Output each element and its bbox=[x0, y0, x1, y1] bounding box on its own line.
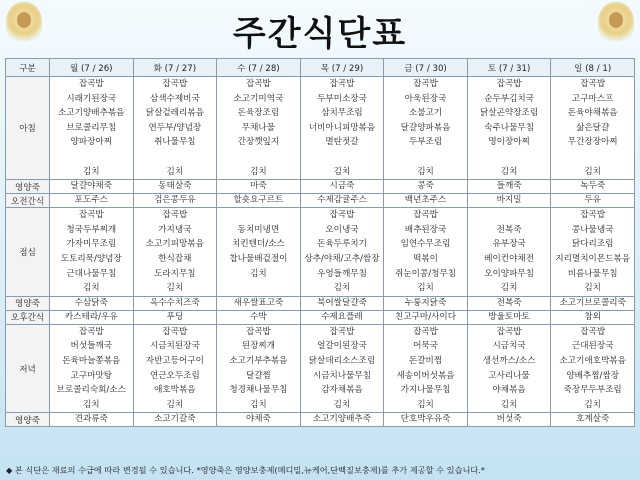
menu-item: 어묵국 bbox=[413, 341, 438, 352]
menu-item bbox=[51, 150, 132, 165]
menu-item: 시금죽 bbox=[329, 181, 355, 192]
menu-item: 김치 bbox=[82, 399, 100, 410]
menu-item: 백년초주스 bbox=[404, 195, 447, 206]
menu-item: 소고기양배추볶음 bbox=[58, 108, 125, 119]
menu-cell bbox=[467, 77, 551, 180]
menu-item bbox=[218, 281, 299, 296]
menu-item: 단호박우유죽 bbox=[400, 414, 451, 425]
menu-item: 소고기양배추죽 bbox=[312, 414, 372, 425]
weekly-menu-table bbox=[5, 58, 635, 427]
menu-item: 달걀찜 bbox=[245, 370, 271, 381]
menu-item: 도라지무침 bbox=[154, 268, 196, 279]
menu-item: 바지밀 bbox=[496, 195, 522, 206]
menu-item: 브로콜리무침 bbox=[66, 122, 117, 133]
meal-label: 영양죽 bbox=[6, 413, 50, 427]
menu-item: 너비아니피망볶음 bbox=[308, 122, 376, 133]
menu-item: 무채나물 bbox=[241, 122, 276, 133]
menu-row bbox=[6, 310, 635, 324]
menu-item: 배추된장국 bbox=[404, 224, 447, 235]
menu-item: 친고구마/사이다 bbox=[395, 311, 457, 322]
menu-item: 취나물무침 bbox=[154, 137, 196, 148]
menu-item: 아욱된장국 bbox=[404, 93, 447, 104]
menu-item: 참외 bbox=[584, 311, 601, 322]
menu-item: 명이장아찌 bbox=[488, 137, 530, 148]
menu-cell bbox=[300, 194, 384, 208]
menu-item: 베이컨야채전 bbox=[484, 253, 534, 264]
menu-item: 김치 bbox=[333, 283, 351, 294]
menu-item: 잡곡밥 bbox=[78, 326, 104, 337]
menu-item: 간장깻잎지 bbox=[237, 137, 280, 148]
menu-cell bbox=[384, 180, 468, 194]
menu-item: 고구마맛탕 bbox=[70, 370, 113, 381]
menu-item: 호계살죽 bbox=[576, 414, 610, 425]
menu-item: 지리멸치이몬드볶음 bbox=[555, 253, 631, 264]
menu-item: 김치 bbox=[82, 166, 100, 177]
menu-item: 콩나물냉국 bbox=[571, 224, 614, 235]
menu-item: 연두부/양념장 bbox=[148, 122, 202, 133]
menu-item: 잡곡밥 bbox=[496, 79, 522, 89]
menu-item: 도토리묵/양념장 bbox=[60, 253, 122, 264]
day-header: 토 (7 / 31) bbox=[467, 59, 551, 77]
menu-row bbox=[6, 324, 635, 413]
menu-item: 수제감귤주스 bbox=[317, 195, 367, 206]
menu-item: 잡곡밥 bbox=[413, 79, 438, 89]
menu-item: 시금치된장국 bbox=[149, 341, 200, 352]
menu-item: 버섯들깨국 bbox=[70, 341, 113, 352]
menu-item: 잡곡밥 bbox=[329, 210, 355, 221]
menu-item: 된장찌개 bbox=[241, 341, 276, 352]
menu-cell bbox=[133, 208, 217, 297]
menu-cell bbox=[467, 310, 551, 324]
menu-item: 잡곡밥 bbox=[78, 210, 104, 221]
menu-cell bbox=[217, 208, 301, 297]
menu-item: 양배추찜/쌈장 bbox=[566, 370, 620, 381]
menu-item: 전복죽 bbox=[496, 297, 522, 308]
menu-cell bbox=[50, 180, 134, 194]
menu-item: 방울토마토 bbox=[488, 311, 530, 322]
menu-cell bbox=[551, 296, 635, 310]
menu-item: 잡곡밥 bbox=[413, 210, 438, 221]
menu-item: 고사리나물 bbox=[488, 370, 530, 381]
menu-item: 소고기피망볶음 bbox=[145, 239, 204, 250]
menu-item: 잡곡밥 bbox=[329, 326, 355, 337]
menu-item: 청경채나물무침 bbox=[229, 385, 288, 396]
menu-cell bbox=[133, 296, 217, 310]
menu-item: 소고기브로콜리죽 bbox=[559, 297, 626, 308]
menu-item: 소고기갈죽 bbox=[154, 414, 196, 425]
menu-item: 두부조림 bbox=[408, 137, 443, 148]
menu-cell bbox=[384, 296, 468, 310]
menu-cell bbox=[217, 180, 301, 194]
day-header: 일 (8 / 1) bbox=[551, 59, 635, 77]
menu-cell bbox=[300, 77, 384, 180]
menu-cell bbox=[384, 194, 468, 208]
menu-cell bbox=[551, 77, 635, 180]
menu-item: 새송이버섯볶음 bbox=[396, 370, 455, 381]
menu-item: 김치 bbox=[417, 166, 434, 177]
menu-item: 포도주스 bbox=[74, 195, 108, 206]
menu-item: 닭살데리소스조림 bbox=[308, 355, 376, 366]
menu-item: 비름나물무침 bbox=[567, 268, 618, 279]
menu-item bbox=[469, 150, 550, 165]
meal-label: 영양죽 bbox=[6, 180, 50, 194]
menu-item: 두유 bbox=[584, 195, 601, 206]
menu-item: 애호박볶음 bbox=[154, 385, 196, 396]
menu-cell bbox=[50, 194, 134, 208]
menu-item: 상추/야채/고추/쌈장 bbox=[304, 253, 380, 264]
menu-item: 임연수무조림 bbox=[400, 239, 451, 250]
menu-item: 김치 bbox=[250, 399, 267, 410]
menu-cell bbox=[300, 180, 384, 194]
menu-item: 전복죽 bbox=[496, 224, 522, 235]
menu-cell bbox=[551, 310, 635, 324]
header-row bbox=[6, 59, 635, 77]
menu-item: 잡곡밥 bbox=[162, 326, 188, 337]
menu-cell bbox=[217, 77, 301, 180]
menu-cell bbox=[384, 208, 468, 297]
menu-cell bbox=[467, 208, 551, 297]
menu-row bbox=[6, 208, 635, 297]
menu-cell bbox=[551, 413, 635, 427]
menu-item: 달걀야채죽 bbox=[70, 181, 113, 192]
menu-item: 가지나물무침 bbox=[400, 385, 451, 396]
day-header: 금 (7 / 30) bbox=[384, 59, 468, 77]
menu-item: 닭다리조림 bbox=[571, 239, 614, 250]
menu-item: 새우쌀표고죽 bbox=[233, 297, 284, 308]
menu-row bbox=[6, 180, 635, 194]
menu-cell bbox=[133, 194, 217, 208]
menu-item bbox=[135, 150, 216, 165]
menu-item bbox=[552, 150, 633, 165]
menu-item: 잡곡밥 bbox=[245, 326, 271, 337]
menu-cell bbox=[467, 194, 551, 208]
day-header: 월 (7 / 26) bbox=[50, 59, 134, 77]
menu-item: 오이양파무침 bbox=[484, 268, 534, 279]
menu-item: 고구마스프 bbox=[571, 93, 614, 104]
meal-label: 점심 bbox=[6, 208, 50, 297]
menu-item: 소고기미역국 bbox=[233, 93, 284, 104]
menu-item: 할숏요구르트 bbox=[233, 195, 284, 206]
menu-item: 순두부김치국 bbox=[484, 93, 534, 104]
meal-label: 오전간식 bbox=[6, 194, 50, 208]
menu-item: 잡곡밥 bbox=[162, 210, 188, 221]
menu-item: 녹두죽 bbox=[580, 181, 606, 192]
menu-cell bbox=[300, 324, 384, 413]
menu-row bbox=[6, 296, 635, 310]
menu-item: 생선까스/소스 bbox=[482, 355, 536, 366]
meal-label: 저녁 bbox=[6, 324, 50, 413]
menu-item bbox=[385, 150, 466, 165]
menu-item: 동태살죽 bbox=[158, 181, 192, 192]
menu-item: 잡곡밥 bbox=[580, 79, 606, 89]
menu-item: 감자채볶음 bbox=[321, 385, 363, 396]
menu-item: 수박 bbox=[250, 311, 267, 322]
menu-item: 잡곡밥 bbox=[329, 79, 355, 89]
menu-row bbox=[6, 194, 635, 208]
menu-item: 수제요플레 bbox=[321, 311, 363, 322]
menu-item: 무간장장아찌 bbox=[567, 137, 618, 148]
menu-cell bbox=[50, 413, 134, 427]
menu-cell bbox=[217, 296, 301, 310]
menu-item: 김치 bbox=[82, 283, 100, 294]
menu-item: 치킨텐더/소스 bbox=[232, 239, 285, 250]
menu-item: 근대된장국 bbox=[571, 341, 614, 352]
menu-item: 잡곡밥 bbox=[580, 326, 606, 337]
menu-cell bbox=[217, 310, 301, 324]
menu-item: 소고기애호박볶음 bbox=[559, 355, 626, 366]
menu-item: 삶은달걀 bbox=[576, 122, 610, 133]
menu-item: 김치 bbox=[584, 283, 601, 294]
menu-cell bbox=[300, 310, 384, 324]
menu-cell bbox=[467, 296, 551, 310]
menu-item: 김치 bbox=[417, 283, 434, 294]
menu-item: 죽장무두부조림 bbox=[563, 385, 622, 396]
menu-item: 연근오두조림 bbox=[149, 370, 200, 381]
menu-item: 양파장아찌 bbox=[70, 137, 113, 148]
meal-label: 아침 bbox=[6, 77, 50, 180]
menu-item bbox=[218, 208, 299, 223]
menu-item: 청국두부찌개 bbox=[66, 224, 117, 235]
menu-cell bbox=[50, 208, 134, 297]
menu-cell bbox=[384, 310, 468, 324]
menu-cell bbox=[217, 194, 301, 208]
menu-item: 닭살곤약장조림 bbox=[480, 108, 539, 119]
menu-item: 삼색수제비국 bbox=[149, 93, 200, 104]
menu-cell bbox=[384, 77, 468, 180]
menu-item: 푸딩 bbox=[166, 311, 184, 322]
menu-item: 시금치국 bbox=[492, 341, 526, 352]
menu-item bbox=[302, 150, 383, 165]
menu-item: 삼치무조림 bbox=[321, 108, 363, 119]
menu-item: 소고기부추볶음 bbox=[229, 355, 288, 366]
menu-cell bbox=[467, 180, 551, 194]
menu-item: 우엉들깨무침 bbox=[317, 268, 367, 279]
menu-item: 시금치나물무침 bbox=[312, 370, 372, 381]
menu-item: 두부미소장국 bbox=[317, 93, 367, 104]
menu-item: 숙주나물무침 bbox=[484, 122, 534, 133]
menu-item: 소불고기 bbox=[408, 108, 443, 119]
menu-item: 유부장국 bbox=[492, 239, 526, 250]
menu-item: 오이냉국 bbox=[325, 224, 359, 235]
menu-item: 브로콜리숙회/소스 bbox=[56, 385, 126, 396]
menu-item: 야채볶음 bbox=[492, 385, 526, 396]
menu-item: 야채죽 bbox=[245, 414, 271, 425]
menu-item: 수삼닭죽 bbox=[74, 297, 108, 308]
menu-item: 달걀양파볶음 bbox=[400, 122, 451, 133]
menu-item: 옥수수치즈죽 bbox=[149, 297, 200, 308]
menu-item: 찹나물배겉절이 bbox=[229, 253, 288, 264]
menu-item: 북어쌀달걀죽 bbox=[317, 297, 367, 308]
menu-item: 김치 bbox=[250, 268, 267, 279]
menu-cell bbox=[133, 413, 217, 427]
day-header: 목 (7 / 29) bbox=[300, 59, 384, 77]
menu-cell bbox=[300, 208, 384, 297]
menu-item: 얼갈이된장국 bbox=[317, 341, 367, 352]
day-header: 화 (7 / 27) bbox=[133, 59, 217, 77]
menu-item: 김치 bbox=[166, 166, 184, 177]
menu-item: 김치 bbox=[500, 283, 518, 294]
menu-item bbox=[218, 150, 299, 165]
menu-item: 김치 bbox=[584, 166, 601, 177]
meal-label: 오후간식 bbox=[6, 310, 50, 324]
menu-cell bbox=[300, 413, 384, 427]
menu-item: 잡곡밥 bbox=[245, 79, 271, 89]
menu-item: 돈육야채볶음 bbox=[567, 108, 618, 119]
menu-item: 닭살겉레리볶음 bbox=[145, 108, 204, 119]
menu-item: 김치 bbox=[500, 399, 518, 410]
menu-item: 잡곡밥 bbox=[580, 210, 606, 221]
header-label: 구분 bbox=[6, 59, 50, 77]
menu-cell bbox=[551, 194, 635, 208]
menu-cell bbox=[217, 413, 301, 427]
menu-item: 김치 bbox=[333, 166, 351, 177]
mascot-right bbox=[598, 2, 634, 46]
menu-item: 돈육마늘쫑볶음 bbox=[62, 355, 121, 366]
menu-row bbox=[6, 77, 635, 180]
menu-item: 김치 bbox=[333, 399, 351, 410]
menu-item: 김치 bbox=[417, 399, 434, 410]
menu-item: 마죽 bbox=[250, 181, 267, 192]
menu-item: 김치 bbox=[166, 283, 184, 294]
menu-item bbox=[469, 208, 550, 223]
menu-item: 카스테라/우유 bbox=[64, 311, 118, 322]
menu-item: 쥐눈이콩/청무침 bbox=[395, 268, 457, 279]
menu-item: 잡곡밥 bbox=[413, 326, 438, 337]
footer-note: ◆ 본 식단은 재료의 수급에 따라 변경될 수 있습니다. *영양죽은 영양보충제(메디밀,뉴케어,단백질보충제)를 추가 제공할 수 있습니다.* bbox=[6, 465, 485, 475]
menu-item: 잡곡밥 bbox=[162, 79, 188, 89]
menu-cell bbox=[467, 413, 551, 427]
menu-item: 견과류죽 bbox=[74, 414, 108, 425]
menu-item: 김치 bbox=[166, 399, 184, 410]
menu-item: 떡볶이 bbox=[413, 253, 438, 264]
menu-item: 김치 bbox=[584, 399, 601, 410]
menu-item: 돈갈비찜 bbox=[408, 355, 443, 366]
menu-item: 자반고등어구이 bbox=[145, 355, 204, 366]
menu-item: 돈육두루치기 bbox=[317, 239, 367, 250]
menu-cell bbox=[551, 208, 635, 297]
meal-label: 영양죽 bbox=[6, 296, 50, 310]
menu-cell bbox=[300, 296, 384, 310]
menu-cell bbox=[384, 413, 468, 427]
menu-cell bbox=[133, 324, 217, 413]
menu-item: 가자미무조림 bbox=[66, 239, 117, 250]
menu-item: 가지냉국 bbox=[158, 224, 192, 235]
menu-row bbox=[6, 413, 635, 427]
menu-cell bbox=[551, 324, 635, 413]
day-header: 수 (7 / 28) bbox=[217, 59, 301, 77]
menu-cell bbox=[467, 324, 551, 413]
menu-item: 들깨죽 bbox=[496, 181, 522, 192]
menu-cell bbox=[133, 77, 217, 180]
menu-item: 시래기된장국 bbox=[66, 93, 117, 104]
menu-item: 멸탄젓갈 bbox=[325, 137, 359, 148]
menu-item: 근대나물무침 bbox=[66, 268, 117, 279]
menu-item: 한식잡채 bbox=[158, 253, 192, 264]
menu-cell bbox=[384, 324, 468, 413]
page-title: 주간식단표 bbox=[232, 14, 408, 54]
menu-item: 버섯죽 bbox=[496, 414, 522, 425]
menu-cell bbox=[50, 296, 134, 310]
menu-item: 김치 bbox=[250, 166, 267, 177]
menu-item: 콩죽 bbox=[417, 181, 434, 192]
menu-item: 김치 bbox=[500, 166, 518, 177]
menu-cell bbox=[50, 310, 134, 324]
menu-item: 잡곡밥 bbox=[78, 79, 104, 89]
menu-cell bbox=[50, 77, 134, 180]
menu-cell bbox=[50, 324, 134, 413]
menu-item: 동치미냉면 bbox=[237, 224, 280, 235]
menu-cell bbox=[133, 310, 217, 324]
menu-item: 누룽지닭죽 bbox=[404, 297, 447, 308]
menu-item: 잡곡밥 bbox=[496, 326, 522, 337]
menu-item: 검은콩두유 bbox=[154, 195, 196, 206]
menu-cell bbox=[133, 180, 217, 194]
menu-cell bbox=[551, 180, 635, 194]
menu-cell bbox=[217, 324, 301, 413]
menu-item: 돈육장조림 bbox=[237, 108, 280, 119]
